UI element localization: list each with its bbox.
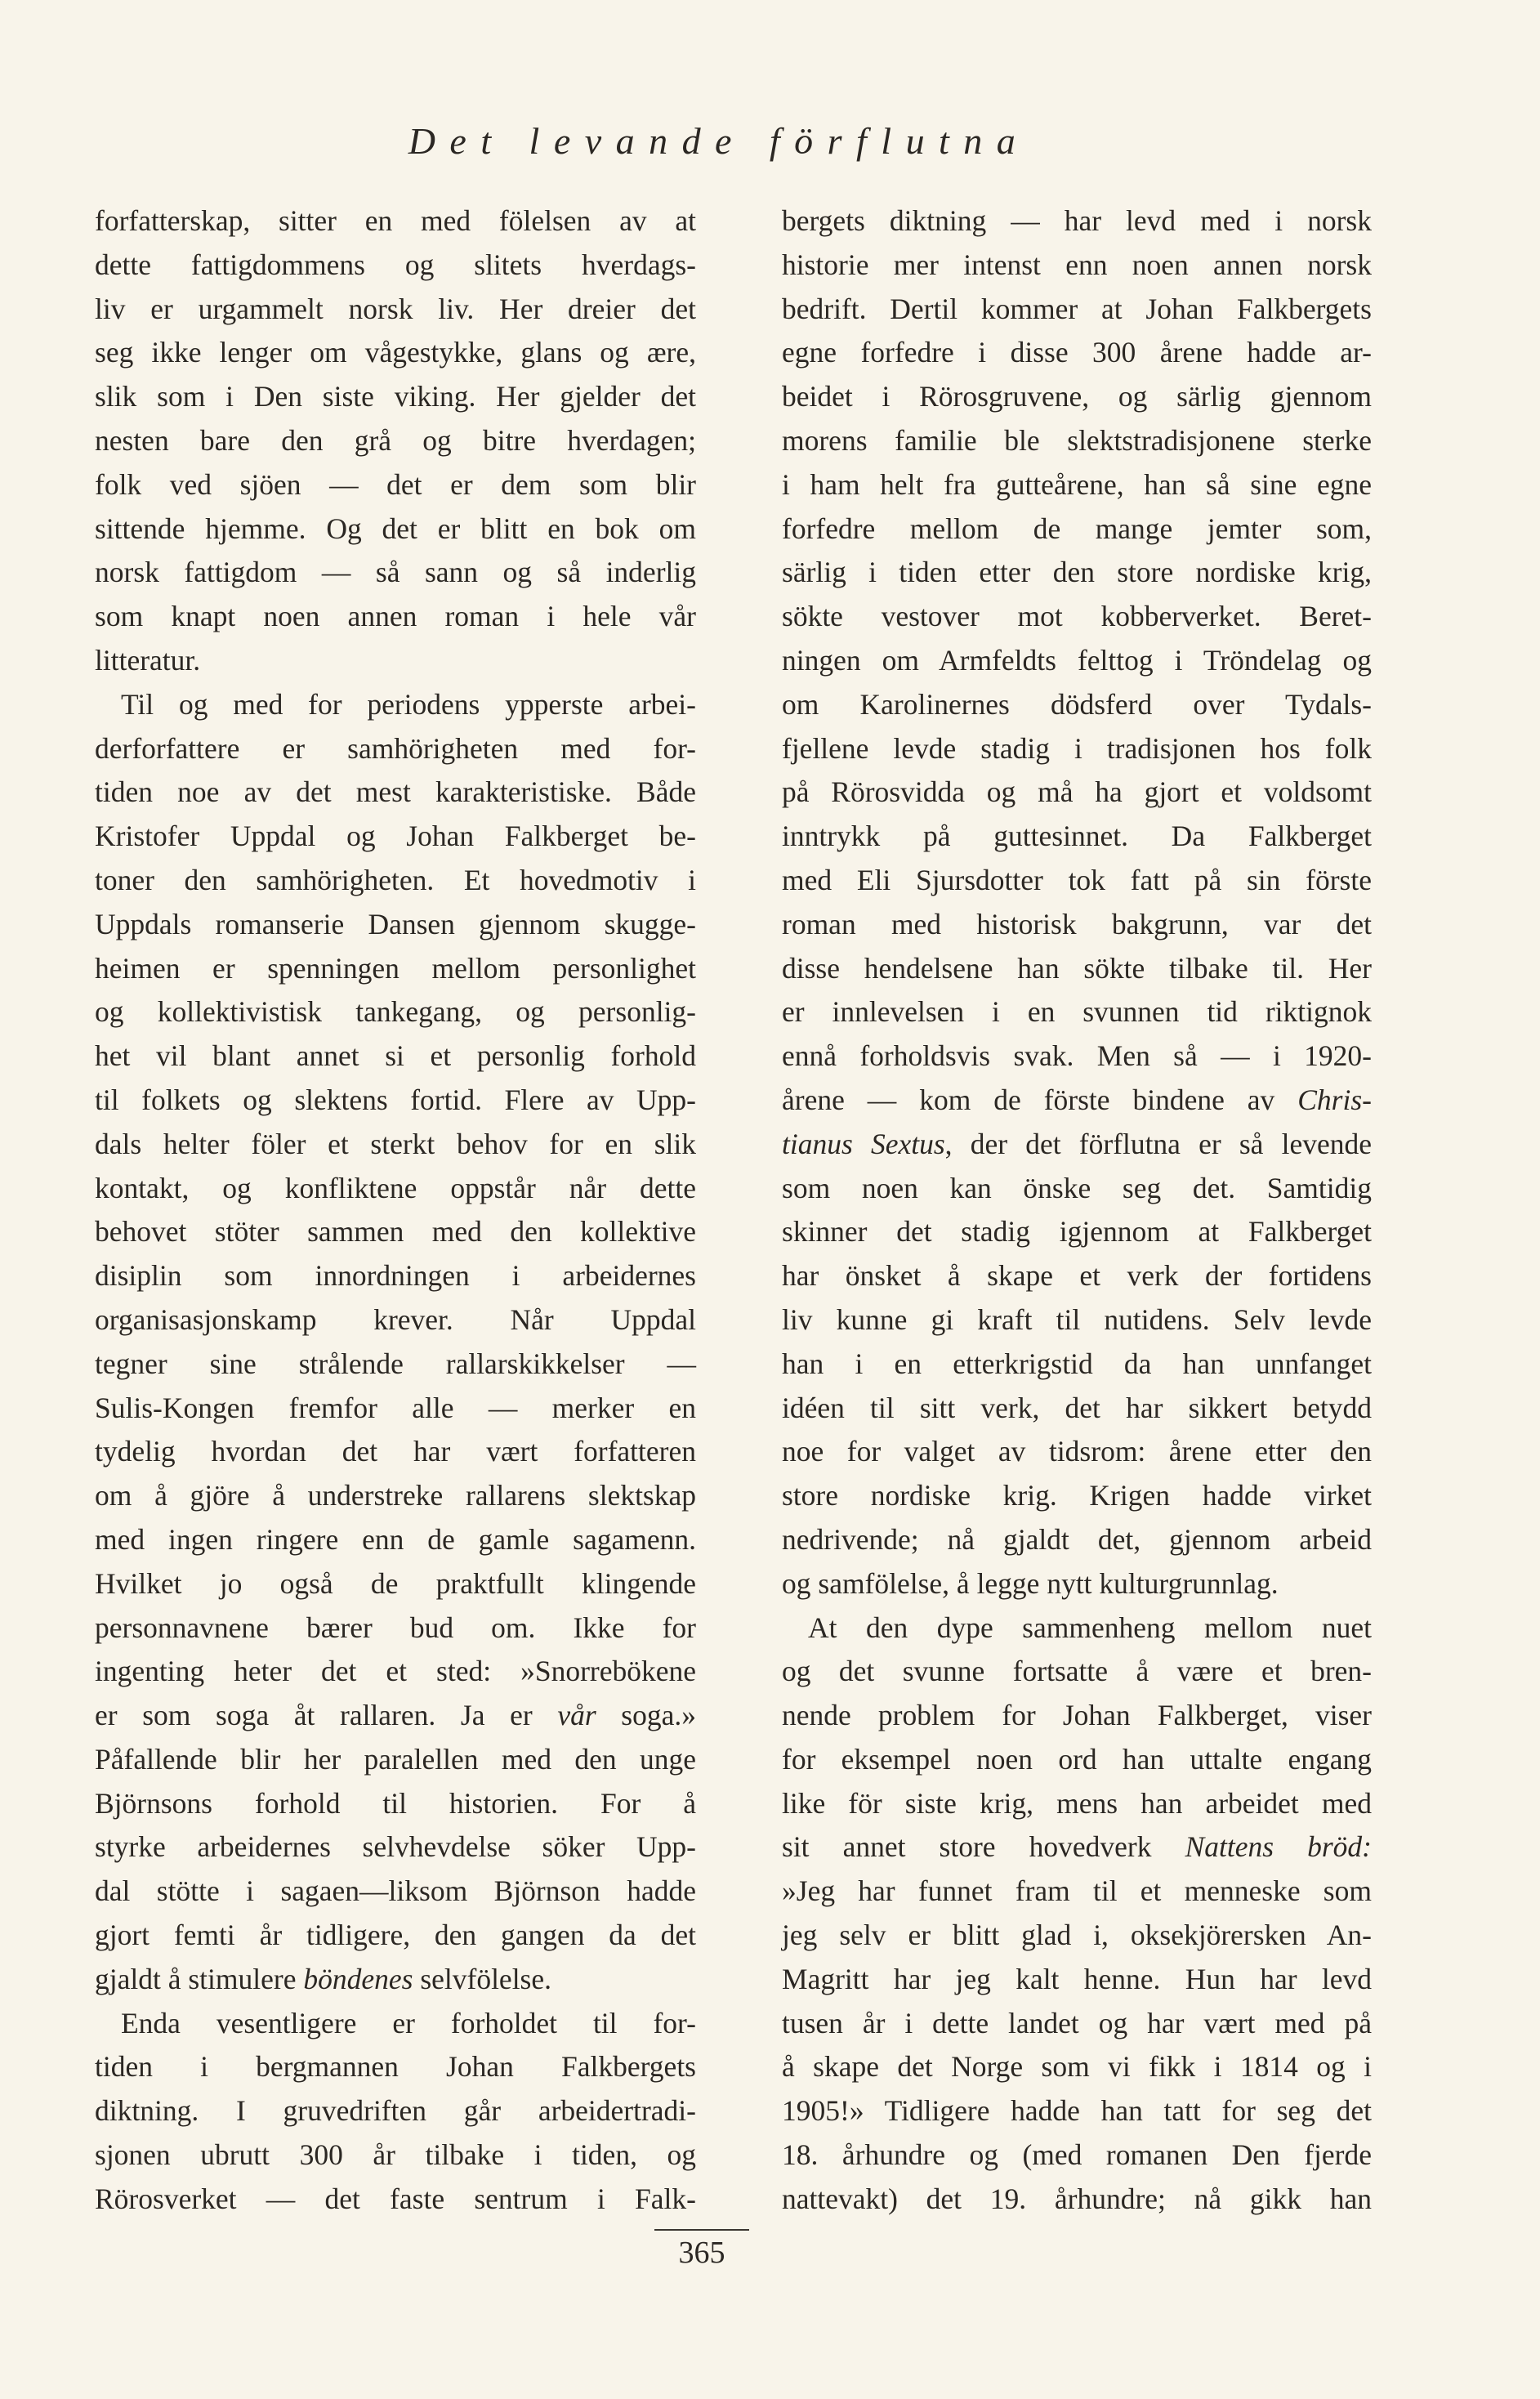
text-segment: soga.» [596,1699,696,1732]
text-line [782,1387,1372,1431]
text-segment: beidet i Rörosgruvene, og särlig gjennom [782,380,1372,413]
text-line [782,1650,1372,1694]
text-segment: fjellene levde stadig i tradisjonen hos folk [782,731,1372,765]
text-line [95,243,696,288]
text-line [95,2178,696,2222]
text-line [95,1958,696,2002]
text-line [95,1782,696,1826]
text-line [782,947,1372,991]
text-line [782,2045,1372,2089]
text-line [782,1034,1372,1079]
text-segment: om å gjöre å understreke rallarens slektskap [95,1479,696,1512]
text-segment: sökte vestover mot kobberverket. Beret- [782,600,1372,633]
text-line [95,1606,696,1651]
text-line [95,331,696,375]
italic-text: Nattens bröd: [1185,1830,1372,1864]
text-line [782,639,1372,683]
text-line [95,859,696,903]
text-line [782,2133,1372,2178]
text-segment: og kollektivistisk tankegang, og personlig- [95,995,696,1029]
left-column [95,199,696,2222]
text-segment: å skape det Norge som vi fikk i 1814 og i [782,2050,1372,2084]
italic-text: vår [557,1699,596,1732]
text-line [782,990,1372,1034]
text-segment: dals helter föler et sterkt behov for en slik [95,1127,696,1160]
text-segment: litteratur. [95,643,201,677]
text-segment: Enda vesentligere er forholdet til for- [121,2006,696,2039]
text-segment: liv kunne gi kraft til nutidens. Selv levde [782,1302,1372,1336]
text-line [95,2133,696,2178]
text-segment: folk ved sjöen — det er dem som blir [95,467,696,501]
text-segment: het vil blant annet si et personlig forhold [95,1039,696,1073]
text-line [782,1958,1372,2002]
text-segment: jeg selv er blitt glad i, oksekjörersken An- [782,1919,1372,1952]
text-segment: tiden i bergmannen Johan Falkbergets [95,2050,696,2084]
text-segment: kontakt, og konfliktene oppstår når dette [95,1171,696,1204]
text-segment: som knapt noen annen roman i hele vår [95,600,696,633]
right-column [782,199,1372,2222]
text-segment: til folkets og slektens fortid. Flere av Upp- [95,1083,696,1116]
text-segment: nende problem for Johan Falkberget, viser [782,1699,1372,1732]
text-line [95,639,696,683]
text-line [95,551,696,595]
text-segment: liv er urgammelt norsk liv. Her dreier det [95,292,696,325]
text-segment: gjort femti år tidligere, den gangen da det [95,1919,696,1952]
text-line [95,2002,696,2046]
text-segment: noe for valget av tidsrom: årene etter den [782,1435,1372,1468]
text-line [95,507,696,552]
text-segment: sittende hjemme. Og det er blitt en bok om [95,512,696,545]
text-segment: sit annet store hovedverk [782,1830,1185,1864]
text-line [782,463,1372,507]
text-line [95,815,696,859]
text-segment: i ham helt fra gutteårene, han så sine egne [782,467,1372,501]
text-line [782,903,1372,947]
text-segment: inntrykk på guttesinnet. Da Falkberget [782,820,1372,853]
text-segment: behovet stöter sammen med den kollektive [95,1215,696,1249]
text-line [95,1210,696,1254]
text-segment: norsk fattigdom — så sann og så inderlig [95,556,696,589]
text-line [782,1914,1372,1958]
text-segment: Uppdals romanserie Dansen gjennom skugge- [95,907,696,940]
text-line [95,1079,696,1123]
text-segment: Påfallende blir her paralellen med den unge [95,1742,696,1776]
text-line [782,595,1372,639]
text-line [95,1694,696,1738]
text-segment: toner den samhörigheten. Et hovedmotiv i [95,863,696,896]
text-segment: og det svunne fortsatte å være et bren- [782,1655,1372,1688]
text-line [95,1123,696,1167]
page-number: 365 [678,2236,725,2270]
text-line [782,1474,1372,1518]
text-line [95,683,696,727]
text-line [95,1562,696,1606]
text-segment: nattevakt) det 19. århundre; nå gikk han [782,2182,1372,2215]
text-segment: , der det förflutna er så levende [944,1127,1372,1160]
text-line [782,2178,1372,2222]
text-segment: tusen år i dette landet og har vært med på [782,2006,1372,2039]
text-segment: 18. århundre og (med romanen Den fjerde [782,2138,1372,2172]
text-line [782,2002,1372,2046]
text-line [95,1034,696,1079]
text-segment: särlig i tiden etter den store nordiske krig, [782,556,1372,589]
text-line [95,1518,696,1562]
text-line [782,1870,1372,1914]
text-segment: ennå forholdsvis svak. Men så — i 1920- [782,1039,1372,1073]
text-segment: organisasjonskamp krever. Når Uppdal [95,1302,696,1336]
text-line [782,1738,1372,1782]
text-line [95,595,696,639]
text-line [95,1914,696,1958]
text-line [782,1518,1372,1562]
text-segment: Til og med for periodens ypperste arbei- [121,687,696,721]
text-line [95,375,696,419]
text-line [782,288,1372,332]
text-segment: på Rörosvidda og må ha gjort et voldsomt [782,775,1372,809]
text-segment: årene — kom de förste bindene av [782,1083,1298,1116]
text-segment: tydelig hvordan det har vært forfatteren [95,1435,696,1468]
text-line [95,1387,696,1431]
text-line [782,419,1372,463]
text-line [95,1254,696,1298]
text-segment: for eksempel noen ord han uttalte engang [782,1742,1372,1776]
text-line [782,551,1372,595]
text-line [782,2089,1372,2133]
text-line [782,1562,1372,1606]
text-line [782,1782,1372,1826]
text-line [782,859,1372,903]
text-line [95,1430,696,1474]
text-segment: om Karolinernes dödsferd over Tydals- [782,687,1372,721]
text-line [782,1298,1372,1342]
text-line [782,331,1372,375]
text-line [95,1738,696,1782]
text-segment: like för siste krig, mens han arbeidet med [782,1786,1372,1820]
text-line [95,463,696,507]
text-line [95,1342,696,1387]
text-segment: Kristofer Uppdal og Johan Falkberget be- [95,820,696,853]
text-line [782,507,1372,552]
text-segment: morens familie ble slektstradisjonene sterke [782,423,1372,457]
text-line [95,1870,696,1914]
text-line [95,2045,696,2089]
text-line [782,1825,1372,1870]
text-segment: dal stötte i sagaen—liksom Björnson hadde [95,1874,696,1908]
text-line [95,1298,696,1342]
text-segment: heimen er spenningen mellom personlighet [95,951,696,985]
text-line [782,199,1372,243]
text-line [95,2089,696,2133]
text-segment: Hvilket jo også de praktfullt klingende [95,1566,696,1600]
text-segment: dette fattigdommens og slitets hverdags- [95,248,696,281]
text-line [782,1079,1372,1123]
text-segment: derforfattere er samhörigheten med for- [95,731,696,765]
text-segment: seg ikke lenger om vågestykke, glans og ære, [95,336,696,369]
text-segment: disse hendelsene han sökte tilbake til. Her [782,951,1372,985]
text-line [782,375,1372,419]
text-line [95,903,696,947]
text-line [782,1342,1372,1387]
text-segment: med ingen ringere enn de gamle sagamenn. [95,1522,696,1556]
text-segment: selvfölelse. [413,1962,551,1995]
running-header: Det levande förflutna [408,120,1030,162]
text-segment: gjaldt å stimulere [95,1962,304,1995]
text-segment: Rörosverket — det faste sentrum i Falk- [95,2182,696,2215]
text-line [782,815,1372,859]
text-line [95,1650,696,1694]
text-segment: ningen om Armfeldts felttog i Tröndelag og [782,643,1372,677]
text-segment: diktning. I gruvedriften går arbeidertradi- [95,2094,696,2128]
italic-text: böndenes [303,1962,413,1995]
text-segment: nesten bare den grå og bitre hverdagen; [95,423,696,457]
text-line [782,1254,1372,1298]
text-segment: roman med historisk bakgrunn, var det [782,907,1372,940]
text-segment: skinner det stadig igjennom at Falkberget [782,1215,1372,1249]
text-line [782,1606,1372,1651]
text-line [782,771,1372,815]
text-segment: At den dype sammenheng mellom nuet [808,1611,1372,1644]
text-line [95,1167,696,1211]
text-segment: tegner sine strålende rallarskikkelser — [95,1347,696,1380]
text-line [95,771,696,815]
text-segment: forfedre mellom de mange jemter som, [782,512,1372,545]
text-line [95,1825,696,1870]
folio-rule [654,2229,749,2231]
text-line [782,1123,1372,1167]
text-segment: Magritt har jeg kalt henne. Hun har levd [782,1962,1372,1995]
text-segment: med Eli Sjursdotter tok fatt på sin förste [782,863,1372,896]
text-line [782,1694,1372,1738]
text-line [95,199,696,243]
text-line [782,1210,1372,1254]
text-segment: historie mer intenst enn noen annen norsk [782,248,1372,281]
text-segment: Sulis-Kongen fremfor alle — merker en [95,1391,696,1424]
text-segment: store nordiske krig. Krigen hadde virket [782,1479,1372,1512]
text-segment: er innlevelsen i en svunnen tid riktignok [782,995,1372,1029]
text-line [95,990,696,1034]
text-segment: bergets diktning — har levd med i norsk [782,204,1372,237]
text-segment: styrke arbeidernes selvhevdelse söker Upp- [95,1830,696,1864]
text-segment: personnavnene bærer bud om. Ikke for [95,1611,696,1644]
text-line [95,288,696,332]
text-segment: han i en etterkrigstid da han unnfanget [782,1347,1372,1380]
text-line [782,727,1372,771]
text-segment: slik som i Den siste viking. Her gjelder det [95,380,696,413]
text-segment: tiden noe av det mest karakteristiske. Både [95,775,696,809]
text-segment: egne forfedre i disse 300 årene hadde ar- [782,336,1372,369]
text-segment: disiplin som innordningen i arbeidernes [95,1259,696,1293]
text-segment: nedrivende; nå gjaldt det, gjennom arbeid [782,1522,1372,1556]
text-line [95,727,696,771]
text-line [782,1167,1372,1211]
text-line [95,947,696,991]
italic-text: tianus Sextus [782,1127,945,1160]
text-segment: er som soga åt rallaren. Ja er [95,1699,558,1732]
text-segment: og samfölelse, å legge nytt kulturgrunnlag. [782,1566,1279,1600]
text-segment: Björnsons forhold til historien. For å [95,1786,696,1820]
text-line [782,1430,1372,1474]
text-segment: 1905!» Tidligere hadde han tatt for seg det [782,2094,1372,2128]
italic-text: Chris- [1297,1083,1372,1116]
text-line [782,683,1372,727]
text-segment: har önsket å skape et verk der fortidens [782,1259,1372,1293]
text-segment: som noen kan önske seg det. Samtidig [782,1171,1372,1204]
text-segment: ingenting heter det et sted: »Snorrebökene [95,1655,696,1688]
text-line [95,419,696,463]
text-segment: forfatterskap, sitter en med fölelsen av at [95,204,696,237]
text-segment: sjonen ubrutt 300 år tilbake i tiden, og [95,2138,696,2172]
text-segment: idéen til sitt verk, det har sikkert betydd [782,1391,1372,1424]
text-line [95,1474,696,1518]
text-line [782,243,1372,288]
text-segment: bedrift. Dertil kommer at Johan Falkbergets [782,292,1372,325]
text-segment: »Jeg har funnet fram til et menneske som [782,1874,1372,1908]
